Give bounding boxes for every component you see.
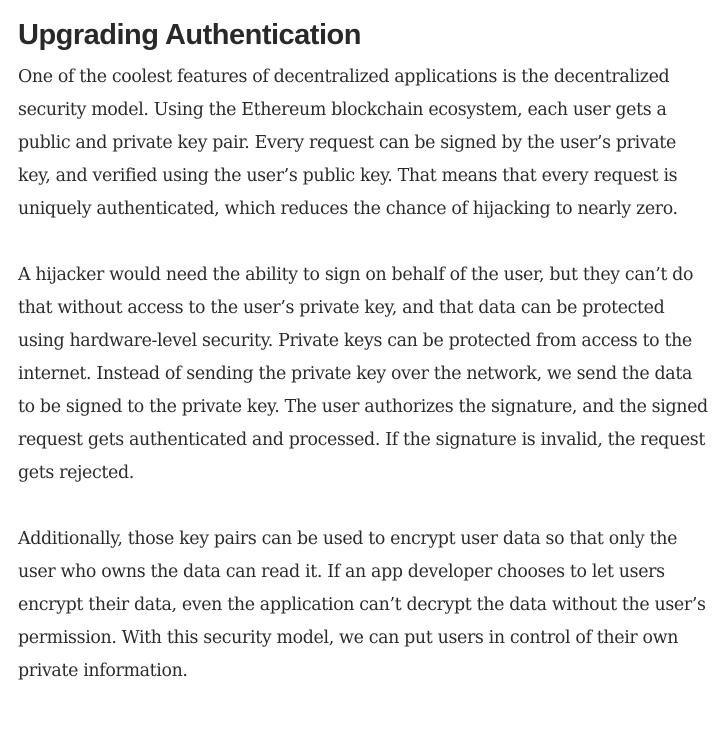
paragraph-hijacker: A hijacker would need the ability to sign on behalf of the user, but they can’t do that without access to the user’s private key, and that data can be protected using hardware-level security. Private keys can be protected from access to the internet. Instead of sending the private key over the network, we send the data to be signed to the private key. The user authorizes the signature, and the signed request gets authenticated and processed. If the signature is invalid, the request gets rejected. [18, 265, 708, 483]
paragraph-decentralized-security: One of the coolest features of decentralized applications is the decentralized security model. Using the Ethereum blockchain ecosystem, each user gets a public and private key pair. Every request can be signed by the user’s private key, and verified using the user’s public key. That means that every request is uniquely authenticated, which reduces the chance of hijacking to nearly zero. [18, 67, 678, 219]
paragraph-encryption: Additionally, those key pairs can be used to encrypt user data so that only the user who owns the data can read it. If an app developer chooses to let users encrypt their data, even the application can’t decrypt the data without the user’s permission. With this security model, we can put users in control of their own private information. [18, 529, 706, 681]
article-body [18, 0, 708, 688]
section-heading: Upgrading Authentication [18, 19, 361, 51]
